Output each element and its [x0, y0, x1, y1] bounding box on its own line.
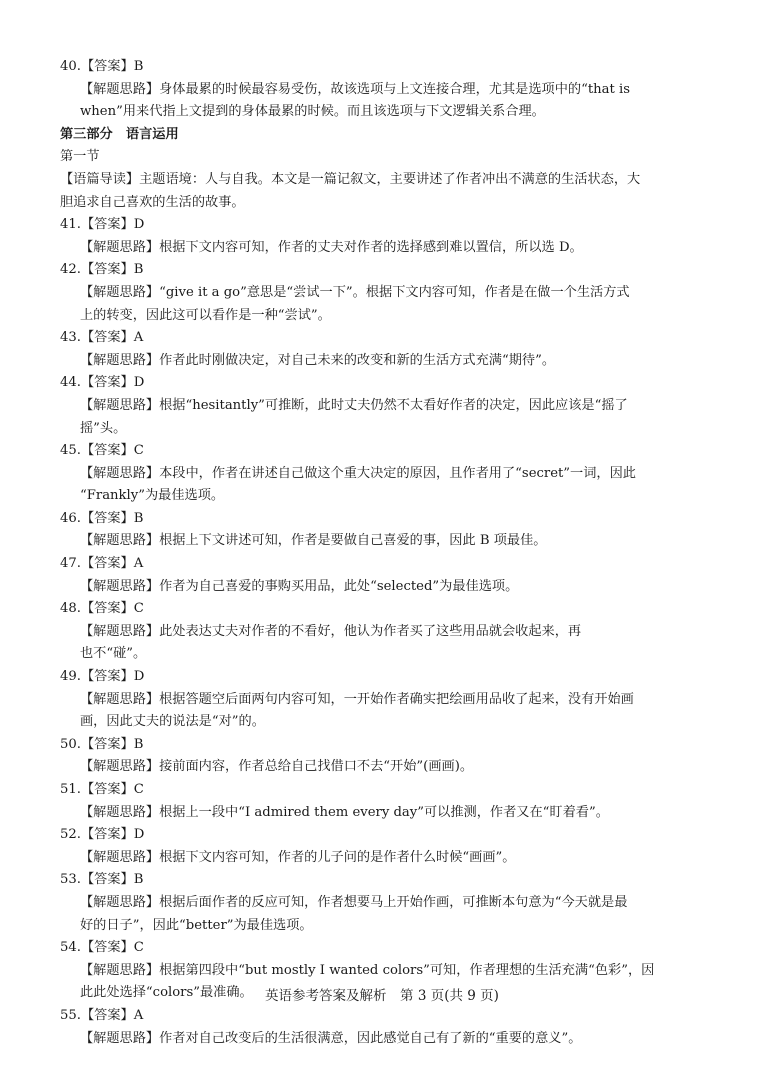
explanation-continuation: 摇”头。 — [80, 420, 127, 436]
explanation-line: 【解题思路】根据下文内容可知，作者的丈夫对作者的选择感到难以置信，所以选 D。 — [80, 239, 583, 255]
explanation-line: 【解题思路】根据上一段中“I admired them every day”可以推测，作者又在“盯着看”。 — [80, 804, 609, 820]
answer-line: 53.【答案】B — [60, 872, 144, 888]
explanation-line: 【解题思路】“give it a go”意思是“尝试一下”。根据下文内容可知，作者是在做一个生活方式 — [80, 284, 630, 300]
explanation-line: 【解题思路】此处表达丈夫对作者的不看好，他认为作者买了这些用品就会收起来，再 — [80, 623, 582, 639]
explanation-line: 【解题思路】作者对自己改变后的生活很满意，因此感觉自己有了新的“重要的意义”。 — [80, 1030, 582, 1046]
answer-line: 49.【答案】D — [60, 669, 145, 685]
explanation-line: 【解题思路】根据答题空后面两句内容可知，一开始作者确实把绘画用品收了起来，没有开始画 — [80, 691, 634, 707]
explanation-line: 【解题思路】根据“hesitantly”可推断，此时丈夫仍然不太看好作者的决定，因此应该是“摇了 — [80, 397, 628, 413]
answer-line: 41.【答案】D — [60, 217, 145, 233]
explanation-line: 【解题思路】作者为自己喜爱的事购买用品，此处“selected”为最佳选项。 — [80, 578, 519, 594]
page-footer: 英语参考答案及解析 第 3 页(共 9 页) — [265, 988, 499, 1004]
explanation-continuation: when”用来代指上文提到的身体最累的时候。而且该选项与下文逻辑关系合理。 — [80, 104, 545, 120]
answer-line: 44.【答案】D — [60, 375, 145, 391]
explanation-line: 【解题思路】根据第四段中“but mostly I wanted colors”可知，作者理想的生活充满“色彩”，因 — [80, 962, 655, 978]
explanation-line: 【解题思路】身体最累的时候最容易受伤，故该选项与上文连接合理，尤其是选项中的“that is — [80, 81, 630, 97]
explanation-line: 【解题思路】根据后面作者的反应可知，作者想要马上开始作画，可推断本句意为“今天就是最 — [80, 894, 628, 910]
answer-line: 51.【答案】C — [60, 782, 144, 797]
text-line: 胆追求自己喜欢的生活的故事。 — [60, 194, 245, 210]
answer-line: 54.【答案】C — [60, 940, 144, 956]
answer-line: 50.【答案】B — [60, 736, 144, 752]
answer-line: 55.【答案】A — [60, 1007, 144, 1023]
answer-explanations — [60, 56, 706, 1050]
explanation-line: 【解题思路】本段中，作者在讲述自己做这个重大决定的原因，且作者用了“secret”一词，因此 — [80, 465, 636, 481]
answer-line: 43.【答案】A — [60, 330, 144, 346]
answer-line: 45.【答案】C — [60, 443, 144, 459]
explanation-continuation: 好的日子”，因此“better”为最佳选项。 — [80, 917, 313, 933]
explanation-continuation: 上的转变，因此这可以看作是一种“尝试”。 — [80, 307, 331, 323]
answer-line: 40.【答案】B — [60, 59, 144, 74]
section-heading: 第三部分 语言运用 — [60, 126, 179, 142]
explanation-continuation: “Frankly”为最佳选项。 — [80, 488, 225, 504]
text-line: 【语篇导读】主题语境：人与自我。本文是一篇记叙文，主要讲述了作者冲出不满意的生活状态，大 — [60, 171, 641, 187]
explanation-line: 【解题思路】根据上下文讲述可知，作者是要做自己喜爱的事，因此 B 项最佳。 — [80, 533, 547, 549]
answer-line: 48.【答案】C — [60, 601, 144, 617]
explanation-line: 【解题思路】根据下文内容可知，作者的儿子问的是作者什么时候“画画”。 — [80, 849, 516, 865]
explanation-line: 【解题思路】接前面内容，作者总给自己找借口不去“开始”(画画)。 — [80, 759, 474, 775]
explanation-continuation: 此此处选择“colors”最准确。 — [80, 985, 253, 1001]
answer-line: 46.【答案】B — [60, 510, 144, 526]
explanation-line: 【解题思路】作者此时刚做决定，对自己未来的改变和新的生活方式充满“期待”。 — [80, 352, 556, 368]
explanation-continuation: 也不“碰”。 — [80, 646, 147, 662]
explanation-continuation: 画，因此丈夫的说法是“对”的。 — [80, 714, 265, 730]
text-line: 第一节 — [60, 149, 100, 165]
answer-line: 47.【答案】A — [60, 556, 144, 572]
answer-line: 52.【答案】D — [60, 827, 145, 843]
answer-line: 42.【答案】B — [60, 262, 144, 278]
